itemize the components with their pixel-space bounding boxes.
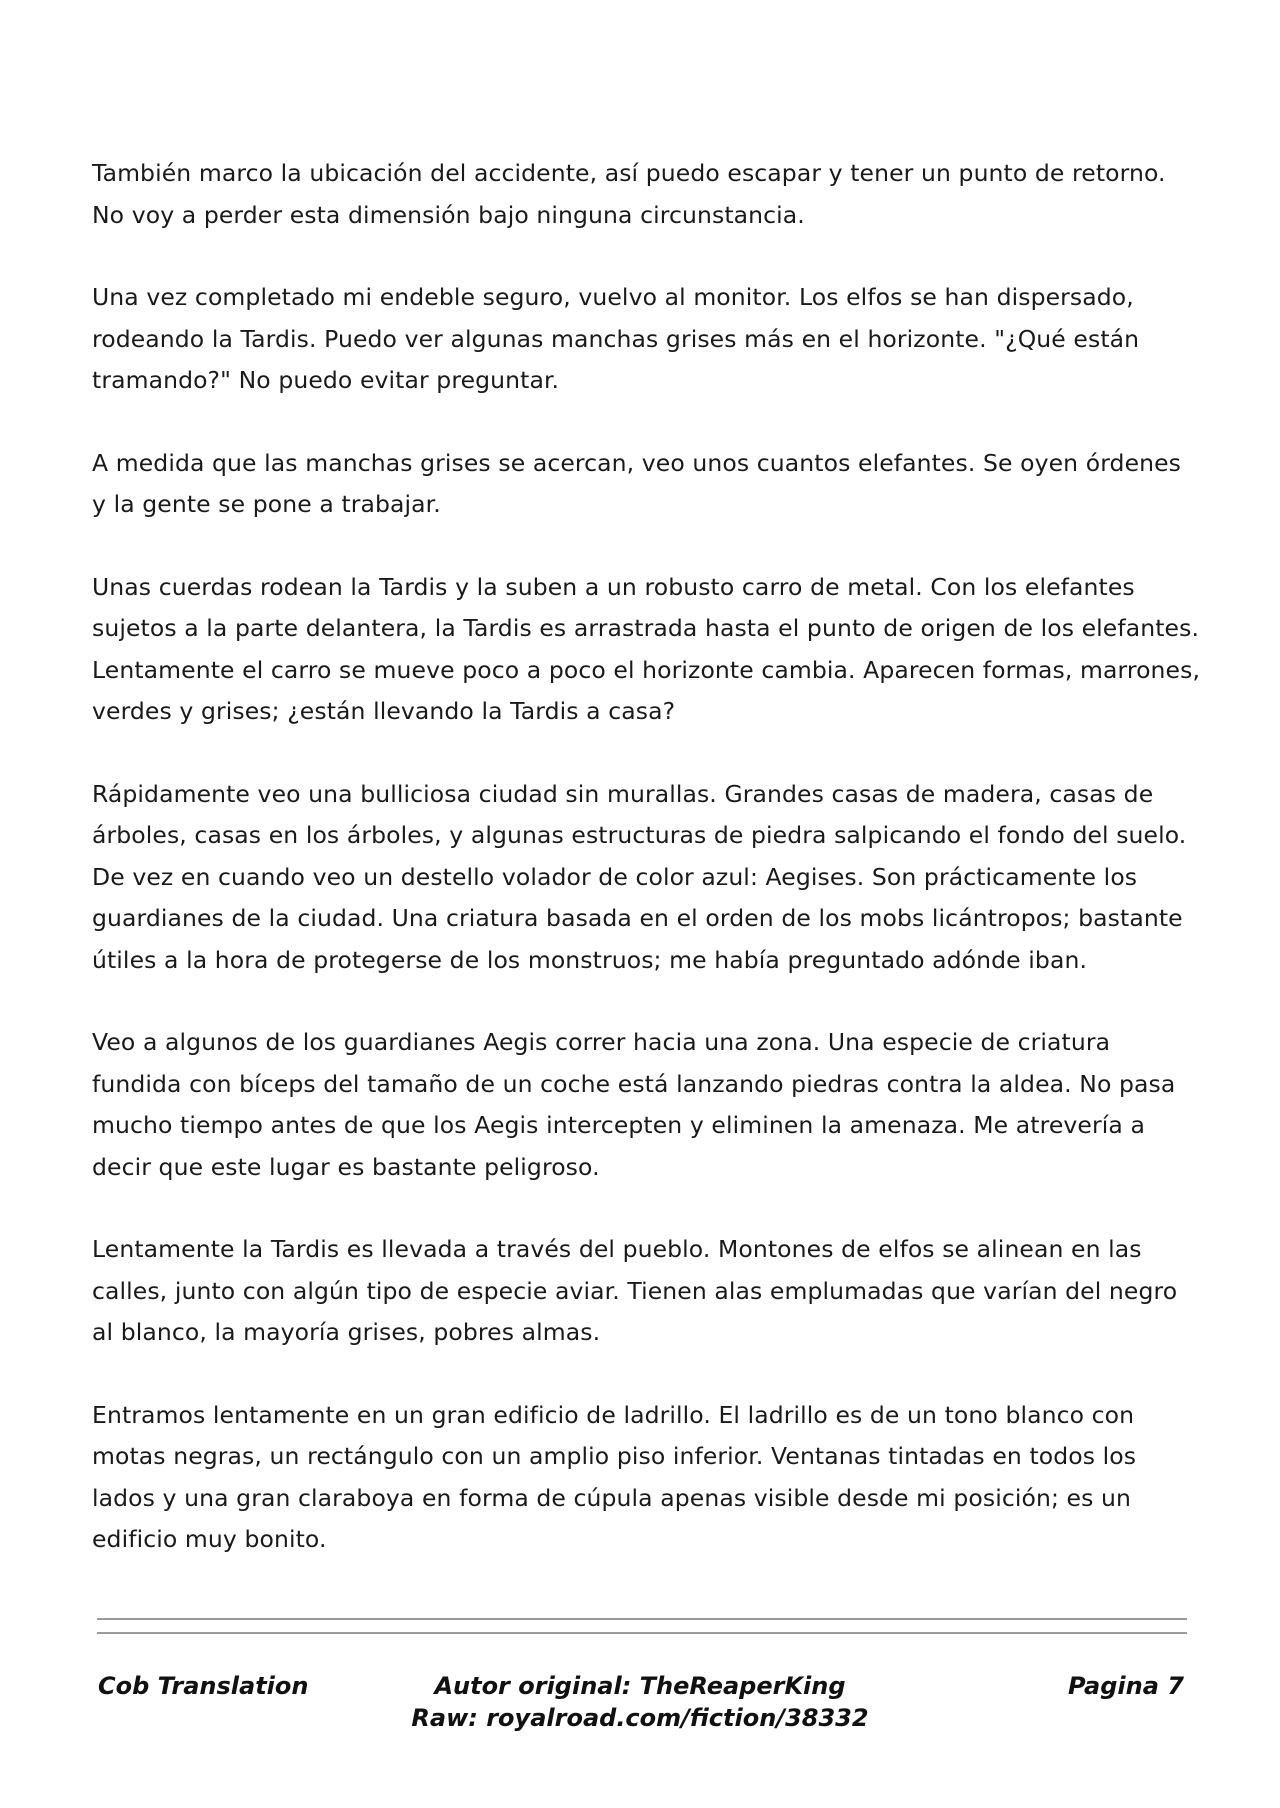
footer-raw-source: Raw: royalroad.com/fiction/38332 [411, 1704, 869, 1732]
paragraph: Lentamente la Tardis es llevada a través del pueblo. Montones de elfos se alinean en las calles, junto con algún tipo de especie aviar. Tienen alas emplumadas que varían del negro al blanco, la mayoría grises, pobres almas. [92, 1235, 1178, 1346]
paragraph: Unas cuerdas rodean la Tardis y la suben a un robusto carro de metal. Con los elefantes sujetos a la parte delantera, la Tardis es arrastrada hasta el punto de origen de los elefantes. Lentamente el carro se mueve poco a poco el horizonte cambia. Aparecen formas, marrones, verdes y grises; ¿están llevando la Tardis a casa? [92, 572, 1201, 725]
paragraph: También marco la ubicación del accidente, así puedo escapar y tener un punto de retorno. No voy a perder esta dimensión bajo ninguna circunstancia. [92, 159, 1166, 229]
paragraph: Veo a algunos de los guardianes Aegis correr hacia una zona. Una especie de criatura fundida con bíceps del tamaño de un coche está lanzando piedras contra la aldea. No pasa mucho tiempo antes de que los Aegis intercepten y eliminen la amenaza. Me atrevería a decir que este lugar es bastante peligroso. [92, 1028, 1176, 1181]
footer-divider-bottom [97, 1632, 1187, 1634]
paragraph: Rápidamente veo una bulliciosa ciudad sin murallas. Grandes casas de madera, casas de árboles, casas en los árboles, y algunas estructuras de piedra salpicando el fondo del suelo. De vez en cuando veo un destello volador de color azul: Aegises. Son prácticamente los guardianes de la ciudad. Una criatura basada en el orden de los mobs licántropos; bastante útiles a la hora de protegerse de los monstruos; me había preguntado adónde iban. [92, 779, 1187, 974]
footer-credits [340, 1670, 940, 1734]
footer-translator: Cob Translation [98, 1672, 309, 1700]
footer-original-author: Autor original: TheReaperKing [434, 1672, 846, 1700]
paragraph: Entramos lentamente en un gran edificio de ladrillo. El ladrillo es de un tono blanco con motas negras, un rectángulo con un amplio piso inferior. Ventanas tintadas en todos los lados y una gran claraboya en forma de cúpula apenas visible desde mi posición; es un edificio muy bonito. [92, 1400, 1137, 1553]
paragraph: A medida que las manchas grises se acercan, veo unos cuantos elefantes. Se oyen órdenes y la gente se pone a trabajar. [92, 448, 1182, 518]
footer-divider-top [97, 1618, 1187, 1620]
paragraph: Una vez completado mi endeble seguro, vuelvo al monitor. Los elfos se han dispersado, rodeando la Tardis. Puedo ver algunas manchas grises más en el horizonte. "¿Qué están tramando?" No puedo evitar preguntar. [92, 283, 1140, 394]
footer-page-number: Pagina 7 [1068, 1672, 1184, 1700]
body-text [92, 153, 1202, 1602]
